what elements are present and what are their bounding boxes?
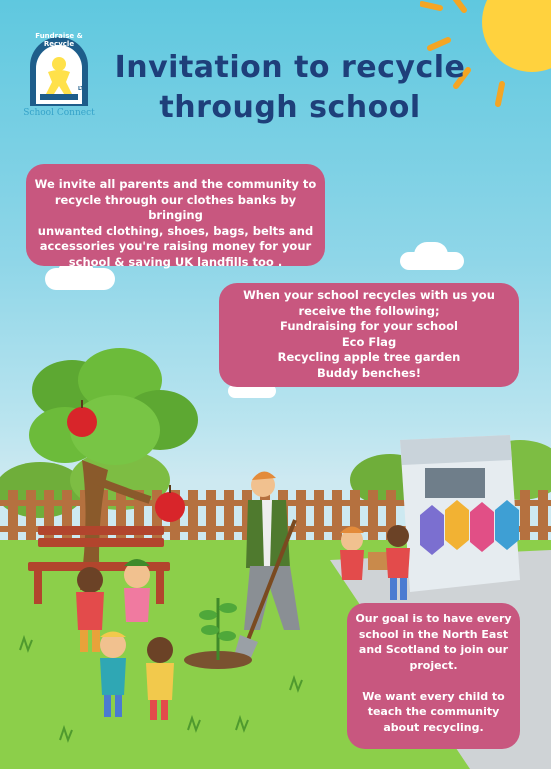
logo <box>18 30 100 124</box>
goal-bubble <box>347 603 520 749</box>
benefits-line: Recycling apple tree garden <box>277 350 461 364</box>
benefits-line: receive the following; <box>298 303 440 318</box>
goal-line: We want every child to <box>362 689 505 703</box>
benefits-line: Eco Flag <box>341 334 397 349</box>
intro-bubble <box>26 164 325 269</box>
intro-line: recycle through our clothes banks by bringing <box>54 192 297 222</box>
goal-line: and Scotland to join our <box>358 643 509 656</box>
benefits-line: When your school recycles with us you <box>243 288 495 302</box>
logo-top-text: Fundraise & Recycle <box>35 32 83 48</box>
intro-line: We invite all parents and the community to <box>34 177 317 191</box>
intro-line: accessories you're raising money for your <box>39 239 312 253</box>
logo-ltd: LTD <box>78 86 88 92</box>
intro-line: school & saving UK landfills too . <box>68 254 283 269</box>
goal-line: teach the community <box>367 705 500 718</box>
goal-line: Our goal is to have every <box>355 612 512 625</box>
title-line-1: Invitation to recycle <box>114 50 466 85</box>
intro-line: unwanted clothing, shoes, bags, belts and <box>37 223 314 238</box>
goal-line <box>347 673 520 689</box>
page-title <box>100 48 480 128</box>
goal-line: about recycling. <box>383 720 484 734</box>
benefits-line: Buddy benches! <box>316 365 422 380</box>
clothes-bank-icon <box>400 435 520 592</box>
goal-line: school in the North East <box>358 627 509 641</box>
title-line-2: through school <box>159 90 421 125</box>
benefits-line: Fundraising for your school <box>280 319 458 333</box>
goal-line: project. <box>409 658 458 672</box>
logo-tagline: School Connect <box>23 108 95 118</box>
